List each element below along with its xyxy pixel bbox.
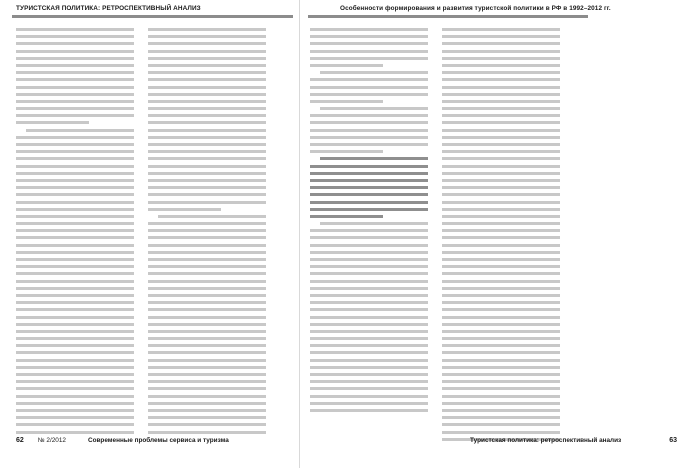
text-line-placeholder: [16, 186, 134, 189]
text-line-placeholder: [310, 395, 428, 398]
text-line-placeholder: [442, 258, 560, 261]
text-line-placeholder: [310, 344, 428, 347]
text-line-placeholder: [16, 251, 134, 254]
text-line-placeholder: [442, 431, 560, 434]
text-column-3: [310, 28, 428, 426]
text-line-placeholder: [310, 236, 428, 239]
text-line-placeholder: [442, 222, 560, 225]
text-line-placeholder: [310, 86, 428, 89]
text-line-placeholder: [320, 71, 428, 74]
text-line-placeholder: [16, 409, 134, 412]
text-line-placeholder: [310, 402, 428, 405]
text-line-placeholder: [310, 35, 428, 38]
text-line-placeholder: [442, 114, 560, 117]
text-line-placeholder: [26, 129, 134, 132]
text-line-placeholder: [310, 229, 428, 232]
footer-title-right: Туристская политика: ретроспективный анализ: [470, 437, 622, 444]
text-line-placeholder: [16, 380, 134, 383]
text-line-placeholder: [16, 395, 134, 398]
text-line-placeholder: [148, 93, 266, 96]
text-line-placeholder: [16, 136, 134, 139]
text-line-placeholder: [148, 308, 266, 311]
text-line-placeholder: [442, 193, 560, 196]
text-line-placeholder: [442, 28, 560, 31]
header-rule-right: [308, 15, 588, 18]
text-line-placeholder: [310, 186, 428, 189]
text-line-placeholder: [442, 129, 560, 132]
journal-title: Современные проблемы сервиса и туризма: [87, 437, 229, 444]
text-line-placeholder: [148, 344, 266, 347]
text-line-placeholder: [442, 244, 560, 247]
text-line-placeholder: [442, 71, 560, 74]
text-line-placeholder: [148, 416, 266, 419]
text-line-placeholder: [310, 380, 428, 383]
footer-right: [470, 437, 677, 444]
text-line-placeholder: [148, 431, 266, 434]
right-page: [300, 0, 677, 468]
text-line-placeholder: [16, 423, 134, 426]
text-line-placeholder: [16, 330, 134, 333]
text-line-placeholder: [442, 416, 560, 419]
text-line-placeholder: [310, 172, 428, 175]
text-line-placeholder: [16, 265, 134, 268]
text-line-placeholder: [16, 402, 134, 405]
text-line-placeholder: [148, 35, 266, 38]
text-line-placeholder: [16, 316, 134, 319]
text-line-placeholder: [16, 373, 134, 376]
page-number-left: 62: [16, 437, 24, 444]
text-line-placeholder: [442, 215, 560, 218]
text-line-placeholder: [310, 301, 428, 304]
left-page: [0, 0, 300, 468]
text-line-placeholder: [148, 395, 266, 398]
text-line-placeholder: [442, 344, 560, 347]
header-rule-left: [12, 15, 293, 18]
text-line-placeholder: [16, 28, 134, 31]
footer-left: [16, 437, 229, 444]
text-line-placeholder: [310, 280, 428, 283]
text-line-placeholder: [148, 236, 266, 239]
text-line-placeholder: [442, 78, 560, 81]
text-line-placeholder: [148, 57, 266, 60]
text-line-placeholder: [158, 215, 266, 218]
text-line-placeholder: [148, 409, 266, 412]
text-line-placeholder: [16, 114, 134, 117]
text-line-placeholder: [148, 28, 266, 31]
text-line-placeholder: [16, 258, 134, 261]
text-line-placeholder: [310, 337, 428, 340]
text-line-placeholder: [148, 229, 266, 232]
text-line-placeholder: [16, 172, 134, 175]
text-line-placeholder: [442, 265, 560, 268]
text-line-placeholder: [442, 42, 560, 45]
text-line-placeholder: [148, 121, 266, 124]
text-line-placeholder: [310, 359, 428, 362]
text-line-placeholder: [148, 366, 266, 369]
text-line-placeholder: [16, 107, 134, 110]
text-line-placeholder: [16, 57, 134, 60]
text-line-placeholder: [148, 287, 266, 290]
text-line-placeholder: [442, 236, 560, 239]
text-line-placeholder: [442, 373, 560, 376]
text-line-placeholder: [310, 287, 428, 290]
text-line-placeholder: [442, 330, 560, 333]
text-line-placeholder: [148, 330, 266, 333]
text-line-placeholder: [16, 351, 134, 354]
text-line-placeholder: [442, 402, 560, 405]
text-line-placeholder: [310, 373, 428, 376]
text-line-placeholder: [442, 280, 560, 283]
text-line-placeholder: [148, 157, 266, 160]
text-line-placeholder: [16, 229, 134, 232]
text-line-placeholder: [310, 215, 383, 218]
text-line-placeholder: [320, 222, 428, 225]
text-line-placeholder: [310, 258, 428, 261]
text-line-placeholder: [148, 100, 266, 103]
text-line-placeholder: [310, 387, 428, 390]
text-line-placeholder: [148, 179, 266, 182]
text-line-placeholder: [442, 395, 560, 398]
text-line-placeholder: [442, 93, 560, 96]
text-line-placeholder: [16, 165, 134, 168]
text-line-placeholder: [310, 366, 428, 369]
text-line-placeholder: [16, 272, 134, 275]
text-line-placeholder: [310, 201, 428, 204]
text-line-placeholder: [442, 301, 560, 304]
text-line-placeholder: [442, 337, 560, 340]
text-line-placeholder: [310, 121, 428, 124]
text-line-placeholder: [310, 129, 428, 132]
text-line-placeholder: [310, 265, 428, 268]
text-line-placeholder: [148, 143, 266, 146]
text-line-placeholder: [148, 316, 266, 319]
text-line-placeholder: [310, 100, 383, 103]
text-line-placeholder: [442, 179, 560, 182]
text-line-placeholder: [16, 387, 134, 390]
text-line-placeholder: [16, 215, 134, 218]
text-line-placeholder: [310, 78, 428, 81]
text-line-placeholder: [310, 42, 428, 45]
text-line-placeholder: [310, 114, 428, 117]
text-line-placeholder: [148, 150, 266, 153]
text-line-placeholder: [16, 193, 134, 196]
text-line-placeholder: [310, 57, 428, 60]
text-line-placeholder: [148, 301, 266, 304]
text-line-placeholder: [16, 287, 134, 290]
page-number-right: 63: [669, 437, 677, 444]
text-line-placeholder: [442, 186, 560, 189]
text-line-placeholder: [148, 387, 266, 390]
text-line-placeholder: [442, 423, 560, 426]
text-line-placeholder: [310, 165, 428, 168]
text-line-placeholder: [16, 344, 134, 347]
text-column-4: [442, 28, 560, 426]
text-line-placeholder: [16, 431, 134, 434]
issue-number: № 2/2012: [37, 437, 66, 444]
text-line-placeholder: [310, 179, 428, 182]
text-line-placeholder: [148, 380, 266, 383]
text-line-placeholder: [16, 86, 134, 89]
text-line-placeholder: [148, 172, 266, 175]
text-line-placeholder: [442, 208, 560, 211]
text-line-placeholder: [148, 258, 266, 261]
text-line-placeholder: [148, 359, 266, 362]
text-line-placeholder: [310, 294, 428, 297]
text-line-placeholder: [148, 337, 266, 340]
text-line-placeholder: [442, 287, 560, 290]
text-line-placeholder: [320, 107, 428, 110]
text-line-placeholder: [442, 150, 560, 153]
text-line-placeholder: [320, 157, 428, 160]
text-line-placeholder: [442, 323, 560, 326]
text-line-placeholder: [442, 165, 560, 168]
text-line-placeholder: [148, 42, 266, 45]
text-line-placeholder: [16, 35, 134, 38]
text-line-placeholder: [442, 107, 560, 110]
text-line-placeholder: [148, 114, 266, 117]
text-line-placeholder: [148, 280, 266, 283]
text-line-placeholder: [310, 316, 428, 319]
text-line-placeholder: [442, 229, 560, 232]
text-line-placeholder: [442, 100, 560, 103]
text-line-placeholder: [442, 294, 560, 297]
text-line-placeholder: [310, 193, 428, 196]
text-line-placeholder: [16, 301, 134, 304]
running-head-right: Особенности формирования и развития туристской политики в РФ в 1992–2012 гг.: [340, 5, 611, 12]
text-line-placeholder: [16, 143, 134, 146]
text-line-placeholder: [310, 28, 428, 31]
text-line-placeholder: [442, 201, 560, 204]
text-line-placeholder: [16, 71, 134, 74]
text-line-placeholder: [148, 64, 266, 67]
text-line-placeholder: [148, 272, 266, 275]
text-line-placeholder: [148, 165, 266, 168]
text-line-placeholder: [442, 64, 560, 67]
text-line-placeholder: [310, 244, 428, 247]
text-line-placeholder: [310, 93, 428, 96]
text-line-placeholder: [310, 323, 428, 326]
text-line-placeholder: [16, 280, 134, 283]
text-line-placeholder: [310, 409, 428, 412]
text-line-placeholder: [148, 201, 266, 204]
text-line-placeholder: [148, 136, 266, 139]
text-column-2: [148, 28, 266, 426]
text-line-placeholder: [16, 50, 134, 53]
text-line-placeholder: [148, 186, 266, 189]
text-line-placeholder: [442, 50, 560, 53]
text-line-placeholder: [16, 294, 134, 297]
text-line-placeholder: [310, 330, 428, 333]
text-line-placeholder: [148, 402, 266, 405]
text-line-placeholder: [442, 272, 560, 275]
text-line-placeholder: [16, 323, 134, 326]
text-line-placeholder: [442, 157, 560, 160]
text-line-placeholder: [442, 172, 560, 175]
text-line-placeholder: [16, 208, 134, 211]
text-line-placeholder: [16, 366, 134, 369]
text-line-placeholder: [148, 208, 221, 211]
text-line-placeholder: [16, 121, 89, 124]
text-line-placeholder: [148, 222, 266, 225]
text-line-placeholder: [16, 157, 134, 160]
text-line-placeholder: [310, 351, 428, 354]
text-line-placeholder: [16, 416, 134, 419]
text-line-placeholder: [442, 121, 560, 124]
text-line-placeholder: [310, 143, 428, 146]
text-column-1: [16, 28, 134, 426]
text-line-placeholder: [148, 373, 266, 376]
text-line-placeholder: [442, 359, 560, 362]
text-line-placeholder: [442, 57, 560, 60]
text-line-placeholder: [148, 107, 266, 110]
text-line-placeholder: [442, 308, 560, 311]
text-line-placeholder: [310, 150, 383, 153]
text-line-placeholder: [310, 208, 428, 211]
text-line-placeholder: [148, 78, 266, 81]
text-line-placeholder: [148, 71, 266, 74]
text-line-placeholder: [148, 86, 266, 89]
text-line-placeholder: [442, 366, 560, 369]
text-line-placeholder: [16, 42, 134, 45]
text-line-placeholder: [442, 136, 560, 139]
text-line-placeholder: [442, 316, 560, 319]
text-line-placeholder: [442, 409, 560, 412]
text-line-placeholder: [442, 86, 560, 89]
text-line-placeholder: [16, 179, 134, 182]
text-line-placeholder: [148, 265, 266, 268]
text-line-placeholder: [442, 251, 560, 254]
text-line-placeholder: [16, 236, 134, 239]
text-line-placeholder: [148, 351, 266, 354]
text-line-placeholder: [16, 337, 134, 340]
text-line-placeholder: [442, 351, 560, 354]
text-line-placeholder: [310, 251, 428, 254]
text-line-placeholder: [16, 93, 134, 96]
text-line-placeholder: [148, 251, 266, 254]
text-line-placeholder: [310, 272, 428, 275]
text-line-placeholder: [442, 143, 560, 146]
text-line-placeholder: [16, 222, 134, 225]
text-line-placeholder: [310, 308, 428, 311]
text-line-placeholder: [148, 244, 266, 247]
text-line-placeholder: [16, 78, 134, 81]
text-line-placeholder: [16, 359, 134, 362]
text-line-placeholder: [148, 50, 266, 53]
text-line-placeholder: [16, 64, 134, 67]
text-line-placeholder: [442, 35, 560, 38]
text-line-placeholder: [148, 193, 266, 196]
running-head-left: ТУРИСТСКАЯ ПОЛИТИКА: РЕТРОСПЕКТИВНЫЙ АНАЛИЗ: [16, 5, 201, 12]
text-line-placeholder: [442, 380, 560, 383]
text-line-placeholder: [16, 201, 134, 204]
text-line-placeholder: [310, 64, 383, 67]
text-line-placeholder: [16, 150, 134, 153]
text-line-placeholder: [148, 323, 266, 326]
text-line-placeholder: [16, 244, 134, 247]
text-line-placeholder: [310, 136, 428, 139]
text-line-placeholder: [16, 100, 134, 103]
text-line-placeholder: [310, 50, 428, 53]
text-line-placeholder: [148, 294, 266, 297]
text-line-placeholder: [148, 129, 266, 132]
text-line-placeholder: [16, 308, 134, 311]
text-line-placeholder: [148, 423, 266, 426]
text-line-placeholder: [442, 387, 560, 390]
